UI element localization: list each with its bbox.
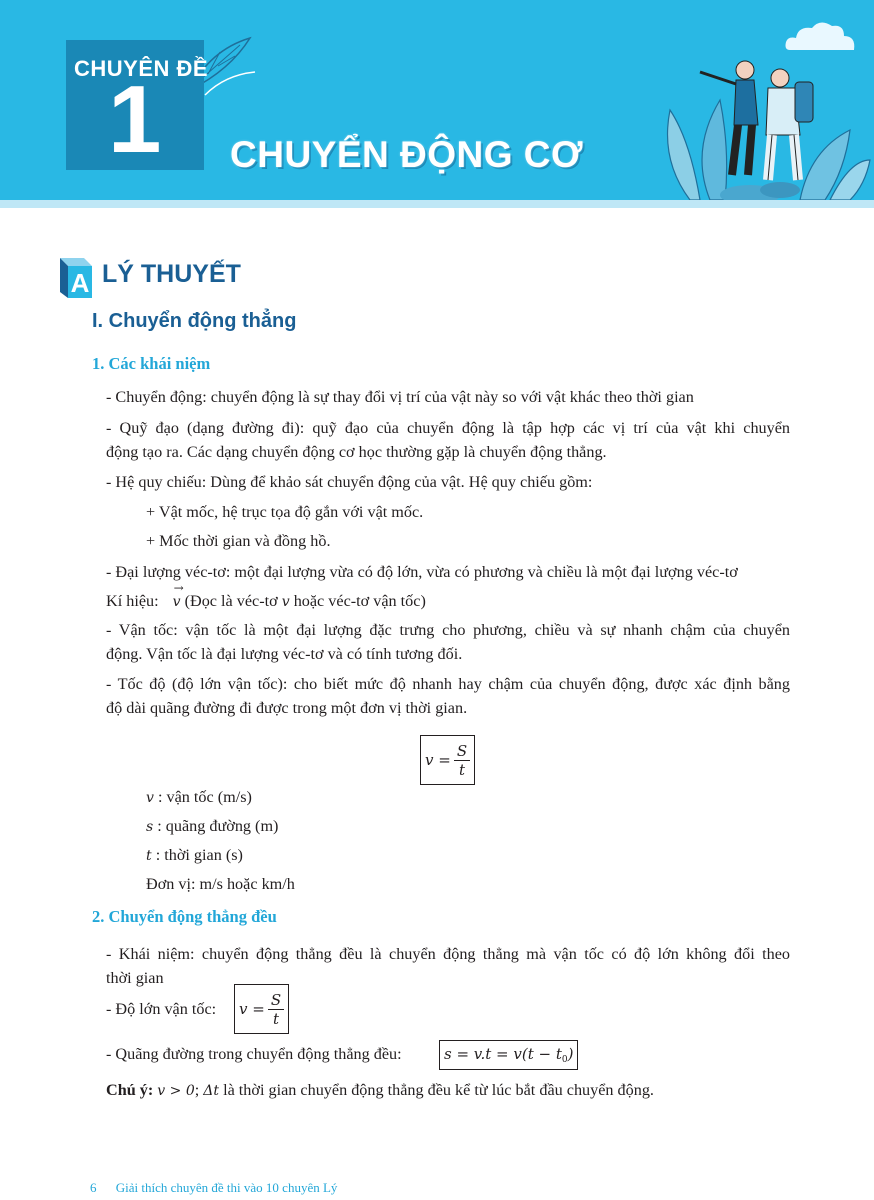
formula-speed-box-2 xyxy=(234,984,289,1034)
formula-distance: $s = v.t = v(t - t_0)$ xyxy=(444,1045,574,1065)
chapter-number: 1 xyxy=(108,66,162,173)
vector-v-symbol: → v xyxy=(173,590,181,612)
hikers-illustration xyxy=(650,10,874,200)
page-number: 6 xyxy=(90,1180,97,1195)
section-title: LÝ THUYẾT xyxy=(102,260,241,288)
svg-text:A: A xyxy=(70,268,90,298)
label-quang-duong: - Quãng đường trong chuyển động thẳng đều: xyxy=(106,1045,402,1063)
formula-distance-box xyxy=(439,1040,578,1070)
ki-hieu-explain-end: hoặc véc-tơ vận tốc) xyxy=(293,592,426,610)
paragraph-khai-niem-line2: thời gian xyxy=(106,969,164,987)
paragraph-toc-do-line2: độ dài quãng đường đi được trong một đơn vị thời gian. xyxy=(106,699,468,717)
note-text: là thời gian chuyển động thẳng đều kể từ lúc bắt đầu chuyển động. xyxy=(223,1081,654,1099)
paragraph-quy-dao-line2: động tạo ra. Các dạng chuyển động cơ học thường gặp là chuyển động thẳng. xyxy=(106,443,607,461)
heading-chuyen-dong-thang: I. Chuyển động thẳng xyxy=(92,310,297,332)
paragraph-van-toc-line1: - Vận tốc: vận tốc là một đại lượng đặc trưng cho phương, chiều và sự nhanh chậm của chuyển xyxy=(106,621,790,639)
paragraph-khai-niem-line1: - Khái niệm: chuyển động thẳng đều là chuyển động thẳng mà vận tốc có độ lớn không đổi theo xyxy=(106,945,790,963)
formula-fraction xyxy=(454,742,470,779)
note-condition: v > 0 xyxy=(157,1083,195,1099)
formula-speed-box xyxy=(420,735,475,785)
note-label: Chú ý: xyxy=(106,1081,154,1099)
subheading-cac-khai-niem: 1. Các khái niệm xyxy=(92,354,211,373)
symbol-v: v xyxy=(281,594,290,610)
formula-2-denominator: t xyxy=(272,1009,279,1028)
section-letter-badge-icon xyxy=(54,254,96,300)
list-item-vat-moc: + Vật mốc, hệ trục tọa độ gắn với vật mốc. xyxy=(146,503,424,521)
chapter-title: CHUYỂN ĐỘNG CƠ xyxy=(230,134,584,175)
paragraph-chuyen-dong: - Chuyển động: chuyển động là sự thay đổi vị trí của vật này so với vật khác theo thời gian xyxy=(106,388,694,406)
paragraph-ki-hieu xyxy=(106,581,426,612)
book-title: Giải thích chuyên đề thi vào 10 chuyên Lý xyxy=(115,1180,338,1195)
formula-lhs: v = xyxy=(425,751,451,769)
vector-arrow-icon: → xyxy=(173,581,184,595)
paragraph-toc-do-line1: - Tốc độ (độ lớn vận tốc): cho biết mức độ nhanh hay chậm của chuyển động, được xác định bằng xyxy=(106,675,790,693)
legend-t: t : thời gian (s) xyxy=(146,846,243,864)
formula-2-numerator: S xyxy=(268,991,284,1010)
note-delta-t: Δt xyxy=(203,1083,220,1099)
banner-bottom-stripe xyxy=(0,200,874,208)
unit-line: Đơn vị: m/s hoặc km/h xyxy=(146,875,295,893)
chapter-label: CHUYÊN ĐỀ xyxy=(74,56,209,81)
paragraph-quy-dao-line1: - Quỹ đạo (dạng đường đi): quỹ đạo của chuyển động là tập hợp các vị trí của vật khi chuyển xyxy=(106,419,790,437)
note-line: Chú ý: v > 0; Δt là thời gian chuyển động thẳng đều kể từ lúc bắt đầu chuyển động. xyxy=(106,1081,654,1099)
page-footer xyxy=(90,1180,337,1196)
formula-2-lhs: v = xyxy=(239,1000,265,1018)
ki-hieu-explain: (Đọc là véc-tơ xyxy=(184,592,278,610)
formula-2-fraction xyxy=(268,991,284,1028)
label-do-lon-van-toc: - Độ lớn vận tốc: xyxy=(106,1000,217,1018)
paragraph-he-quy-chieu: - Hệ quy chiếu: Dùng để khảo sát chuyển động của vật. Hệ quy chiếu gồm: xyxy=(106,473,593,491)
list-item-moc-thoi-gian: + Mốc thời gian và đồng hồ. xyxy=(146,532,331,550)
subheading-chuyen-dong-thang-deu: 2. Chuyển động thẳng đều xyxy=(92,907,277,926)
paragraph-dai-luong-vecto: - Đại lượng véc-tơ: một đại lượng vừa có độ lớn, vừa có phương và chiều là một đại lượng véc-tơ xyxy=(106,563,738,581)
legend-s: s : quãng đường (m) xyxy=(146,817,279,835)
formula-denominator: t xyxy=(458,760,465,779)
formula-numerator: S xyxy=(454,742,470,761)
ki-hieu-label: Kí hiệu: xyxy=(106,592,159,610)
paragraph-van-toc-line2: động. Vận tốc là đại lượng véc-tơ và có tính tương đối. xyxy=(106,645,463,663)
legend-v: v : vận tốc (m/s) xyxy=(146,788,252,806)
